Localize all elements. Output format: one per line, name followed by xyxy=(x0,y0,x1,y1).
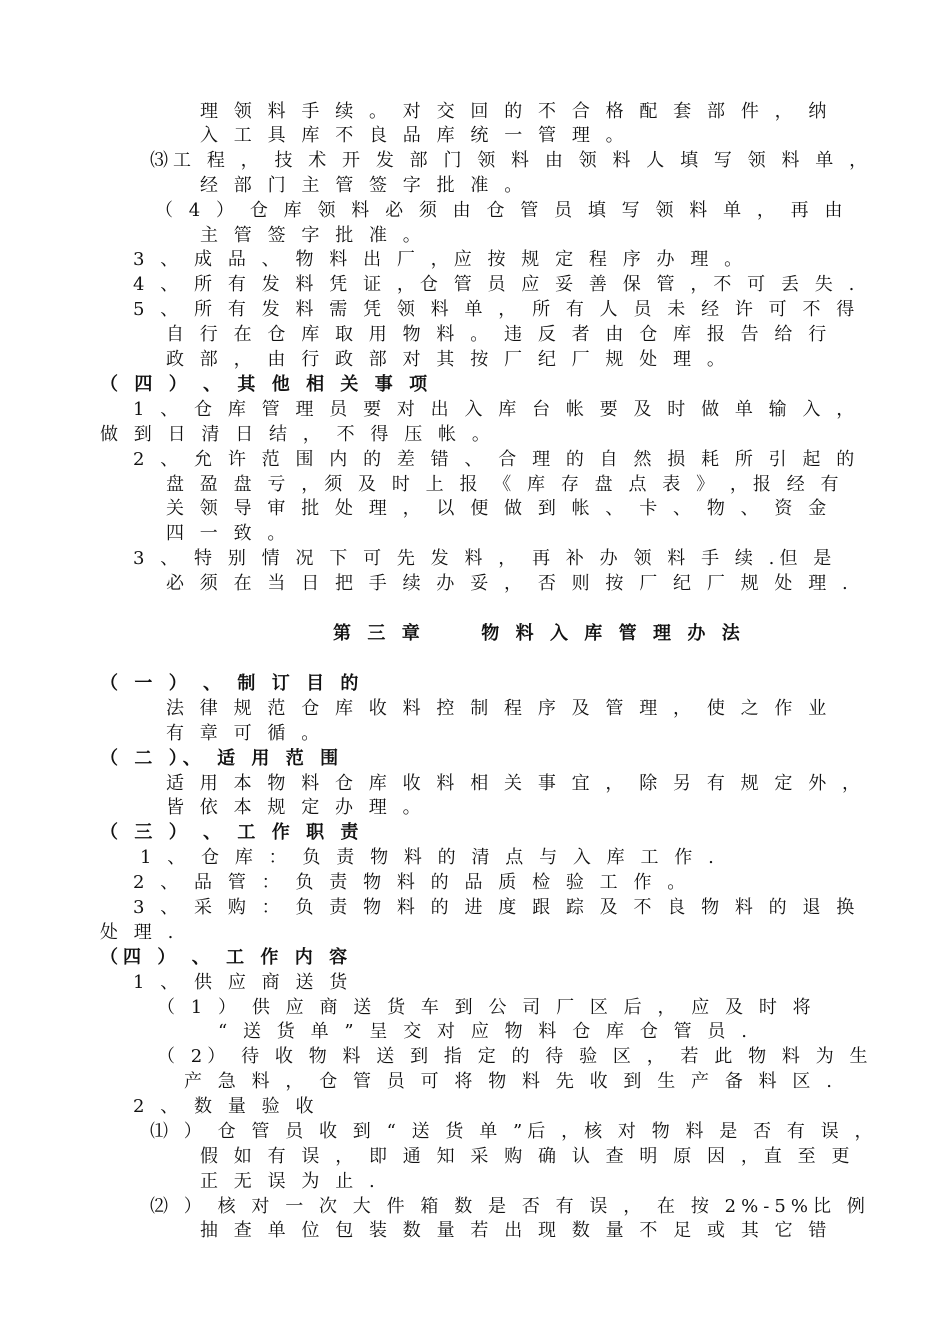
text-line: 1 、 供 应 商 送 货 xyxy=(133,972,353,993)
text-line: “ 送 货 单 ” 呈 交 对 应 物 料 仓 库 仓 管 员 . xyxy=(218,1021,752,1042)
text-line: 四 一 致 。 xyxy=(166,523,291,544)
text-line: 处 理 . xyxy=(100,922,179,943)
text-line: 经 部 门 主 管 签 字 批 准 。 xyxy=(200,175,528,196)
text-line: 政 部 ， 由 行 政 部 对 其 按 厂 纪 厂 规 处 理 。 xyxy=(166,349,730,370)
text-line: 3 、 采 购 ： 负 责 物 料 的 进 度 跟 踪 及 不 良 物 料 的 退 换 xyxy=(133,897,860,918)
text-line: 自 行 在 仓 库 取 用 物 料 。 违 反 者 由 仓 库 报 告 给 行 xyxy=(166,324,832,345)
text-line: 3 、 成 品 、 物 料 出 厂 ，应 按 规 定 程 序 办 理 。 xyxy=(133,249,748,270)
text-line: 皆 依 本 规 定 办 理 。 xyxy=(166,797,426,818)
text-line: 盘 盈 盘 亏 ，须 及 时 上 报 《 库 存 盘 点 表 》 ，报 经 有 xyxy=(166,474,844,495)
text-line: 5 、 所 有 发 料 需 凭 领 料 单 ， 所 有 人 员 未 经 许 可 不 得 xyxy=(133,299,860,320)
text-line: 假 如 有 误 ， 即 通 知 采 购 确 认 查 明 原 因 ，直 至 更 xyxy=(200,1146,855,1167)
text-line: 2 、 品 管 ： 负 责 物 料 的 品 质 检 验 工 作 。 xyxy=(133,872,691,893)
text-line: 产 急 料 ， 仓 管 员 可 将 物 料 先 收 到 生 产 备 料 区 . xyxy=(184,1071,837,1092)
text-line: 关 领 导 审 批 处 理 ， 以 便 做 到 帐 、 卡 、 物 、 资 金 xyxy=(166,498,832,519)
section-heading: （ 一 ） 、 制 订 目 的 xyxy=(100,673,364,694)
section-heading: （ 二 ）、 适 用 范 围 xyxy=(100,748,344,769)
text-line: 抽 查 单 位 包 装 数 量 若 出 现 数 量 不 足 或 其 它 错 xyxy=(200,1220,832,1241)
text-line: 有 章 可 循 。 xyxy=(166,723,325,744)
section-heading: （四 ） 、 工 作 内 容 xyxy=(100,947,353,968)
text-line: 法 律 规 范 仓 库 收 料 控 制 程 序 及 管 理 ， 使 之 作 业 xyxy=(166,698,832,719)
text-line: （ 1 ） 供 应 商 送 货 车 到 公 司 厂 区 后 ， 应 及 时 将 xyxy=(157,997,816,1018)
text-line: 理 领 料 手 续 。 对 交 回 的 不 合 格 配 套 部 件 ， 纳 xyxy=(200,101,832,122)
text-line: 必 须 在 当 日 把 手 续 办 妥 ， 否 则 按 厂 纪 厂 规 处 理 . xyxy=(166,573,853,594)
text-line: 1 、 仓 库 ： 负 责 物 料 的 清 点 与 入 库 工 作 . xyxy=(140,847,719,868)
section-heading: （ 三 ） 、 工 作 职 责 xyxy=(100,822,364,843)
text-line: 3 、 特 别 情 况 下 可 先 发 料 ， 再 补 办 领 料 手 续 .但 是 xyxy=(133,548,837,569)
text-line: 4 、 所 有 发 料 凭 证 ，仓 管 员 应 妥 善 保 管 ，不 可 丢 失 . xyxy=(133,274,860,295)
text-line: 入 工 具 库 不 良 品 库 统 一 管 理 。 xyxy=(200,125,629,146)
text-line: 2 、 数 量 验 收 xyxy=(133,1096,319,1117)
chapter-title: 第 三 章 物 料 入 库 管 理 办 法 xyxy=(333,623,745,644)
text-line: 适 用 本 物 料 仓 库 收 料 相 关 事 宜 ， 除 另 有 规 定 外 ， xyxy=(166,773,866,794)
text-line: （ 2） 待 收 物 料 送 到 指 定 的 待 验 区 ， 若 此 物 料 为 生 xyxy=(157,1046,873,1067)
text-line: 1 、 仓 库 管 理 员 要 对 出 入 库 台 帐 要 及 时 做 单 输 入 ， xyxy=(133,399,860,420)
section-heading: （ 四 ） 、 其 他 相 关 事 项 xyxy=(100,374,433,395)
text-line: （ 4 ） 仓 库 领 料 必 须 由 仓 管 员 填 写 领 料 单 ， 再 由 xyxy=(155,200,848,221)
text-line: ⑴ ） 仓 管 员 收 到 “ 送 货 单 ”后 ，核 对 物 料 是 否 有 误 ， xyxy=(150,1121,878,1142)
text-line: 做 到 日 清 日 结 ， 不 得 压 帐 。 xyxy=(100,424,495,445)
text-line: 主 管 签 字 批 准 。 xyxy=(200,225,426,246)
text-line: 2 、 允 许 范 围 内 的 差 错 、 合 理 的 自 然 损 耗 所 引 起 的 xyxy=(133,449,860,470)
text-line: ⑵ ） 核 对 一 次 大 件 箱 数 是 否 有 误 ， 在 按 2%-5%比 例 xyxy=(150,1196,870,1217)
text-line: ⑶工 程 ， 技 术 开 发 部 门 领 料 由 领 料 人 填 写 领 料 单 ， xyxy=(150,150,873,171)
text-line: 正 无 误 为 止 . xyxy=(200,1171,380,1192)
